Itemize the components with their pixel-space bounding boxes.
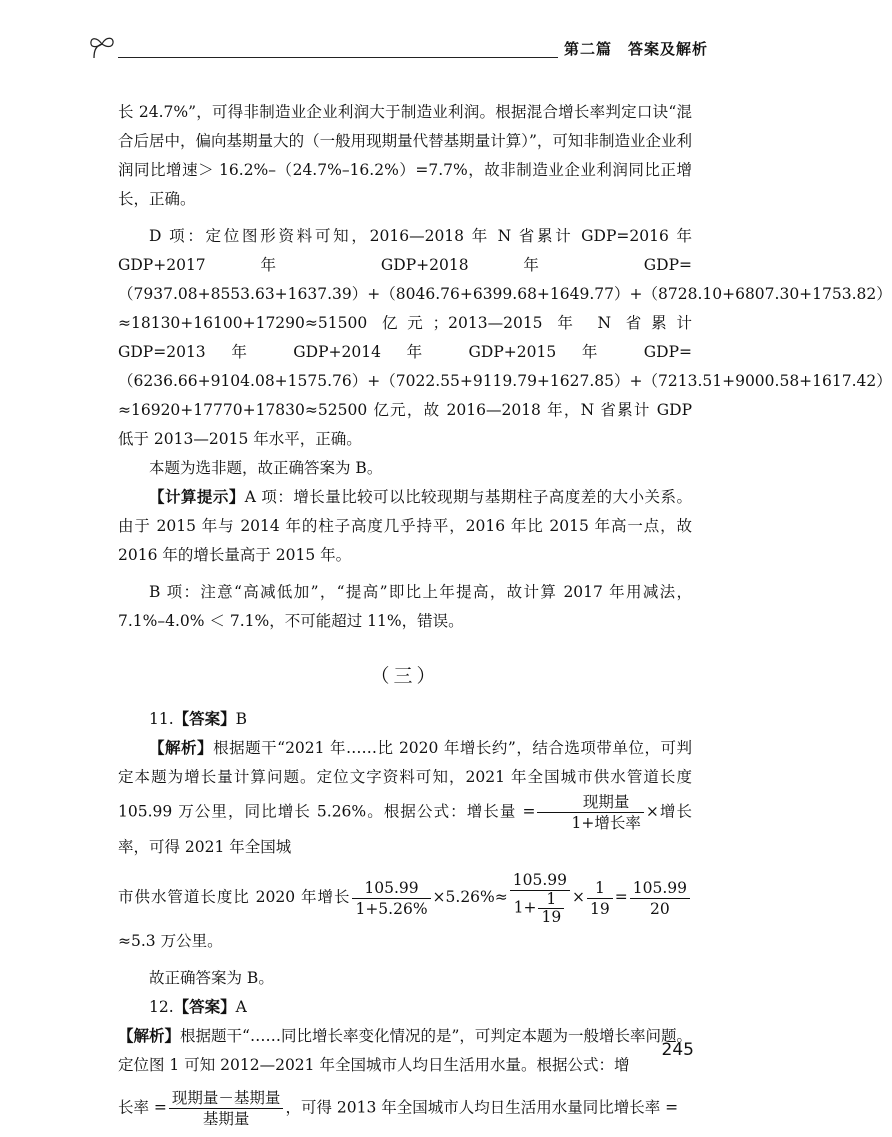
section-title: （三） [370, 665, 440, 687]
q11-analysis: 【解析】根据题干“2021 年……比 2020 年增长约”，结合选项带单位，可判定本题为增长量计算问题。定位文字资料可知，2021 年全国城市供水管道长度 105.99 万公里，同比增长 5.26%。根据公式：增长量 = $\frac{\text{现期量}}{\text{1+增长率}}$ ×增长率，可得 2021 年全国城 [118, 739, 692, 856]
sprout-logo-icon [88, 34, 118, 60]
page-header [88, 34, 708, 68]
page-number: 245 [661, 1040, 694, 1060]
q11-answer: 11.【答案】B [149, 710, 248, 728]
paragraph: D 项：定位图形资料可知，2016—2018 年 N 省累计 GDP=2016 年 GDP+2017 年 GDP+2018 年 GDP=（7937.08+8553.63+1637.39）+（8046.76+6399.68+1649.77）+（8728.10+6807.30+1753.82）≈18130+16100+17290≈51500 亿元；2013—2015 年 N 省累计 GDP=2013 年 GDP+2014 年 GDP+2015 年 GDP=（6236.66+9104.08+1575.76）+（7022.55+9119.79+1627.85）+（7213.51+9000.58+1617.42）≈16920+17770+17830≈52500 亿元，故 2016—2018 年，N 省累计 GDP 低于 2013—2015 年水平，正确。 [118, 227, 892, 448]
q12-formula: 长率 = $\frac{\text{现期量－基期量}}{\text{基期量}}$ ，可得 2013 年全国城市人均日生活用水量同比增长率 = [118, 1089, 679, 1128]
hint-tag: 【计算提示】 [149, 488, 245, 506]
nested-fraction: $\frac{1}{19}$ [538, 891, 564, 926]
q12-analysis: 【解析】根据题干“……同比增长率变化情况的是”，可判定本题为一般增长率问题。定位图 1 可知 2012—2021 年全国城市人均日生活用水量。根据公式：增 [118, 1027, 692, 1074]
q11-conclusion: 故正确答案为 B。 [149, 969, 274, 987]
paragraph [118, 483, 692, 570]
header-rule [118, 57, 558, 58]
q11-calculation: 市供水管道长度比 2020 年增长 $\frac{105.99}{1+5.26\%}$ ×5.26%≈ 105.99 1+ $\frac{1}{19}$ × $\frac{1}{19}$ = $\frac{105.99}{20}$ ≈5.3 万公里。 [118, 870, 692, 956]
fraction: 105.99 1+ $\frac{1}{19}$ [510, 870, 570, 926]
fraction: $\frac{\text{现期量－基期量}}{\text{基期量}}$ [169, 1088, 284, 1129]
fraction: $\frac{105.99}{20}$ [630, 878, 690, 919]
paragraph: 本题为选非题，故正确答案为 B。 [149, 459, 383, 477]
fraction: $\frac{1}{19}$ [587, 878, 613, 919]
chapter-title: 第二篇 答案及解析 [563, 40, 708, 58]
q12-answer: 12.【答案】A [149, 998, 247, 1016]
fraction: $\frac{105.99}{1+5.26\%}$ [352, 878, 430, 919]
hint-text: A 项：增长量比较可以比较现期与基期柱子高度差的大小关系。由于 2015 年与 2014 年的柱子高度几乎持平，2016 年比 2015 年高一点，故 2016 年的增长量高于 2015 年。 [118, 488, 692, 564]
paragraph: B 项：注意“高减低加”，“提高”即比上年提高，故计算 2017 年用减法，7.1%–4.0% ＜ 7.1%，不可能超过 11%，错误。 [118, 583, 692, 630]
page-body [118, 98, 892, 1137]
formula-fraction: $\frac{\text{现期量}}{\text{1+增长率}}$ [537, 792, 643, 833]
paragraph: 长 24.7%”，可得非制造业企业利润大于制造业利润。根据混合增长率判定口诀“混合后居中，偏向基期量大的（一般用现期量代替基期量计算）”，可知非制造业企业利润同比增速＞ 16.2%–（24.7%–16.2%）=7.7%，故非制造业企业利润同比正增长，正确。 [118, 103, 692, 208]
